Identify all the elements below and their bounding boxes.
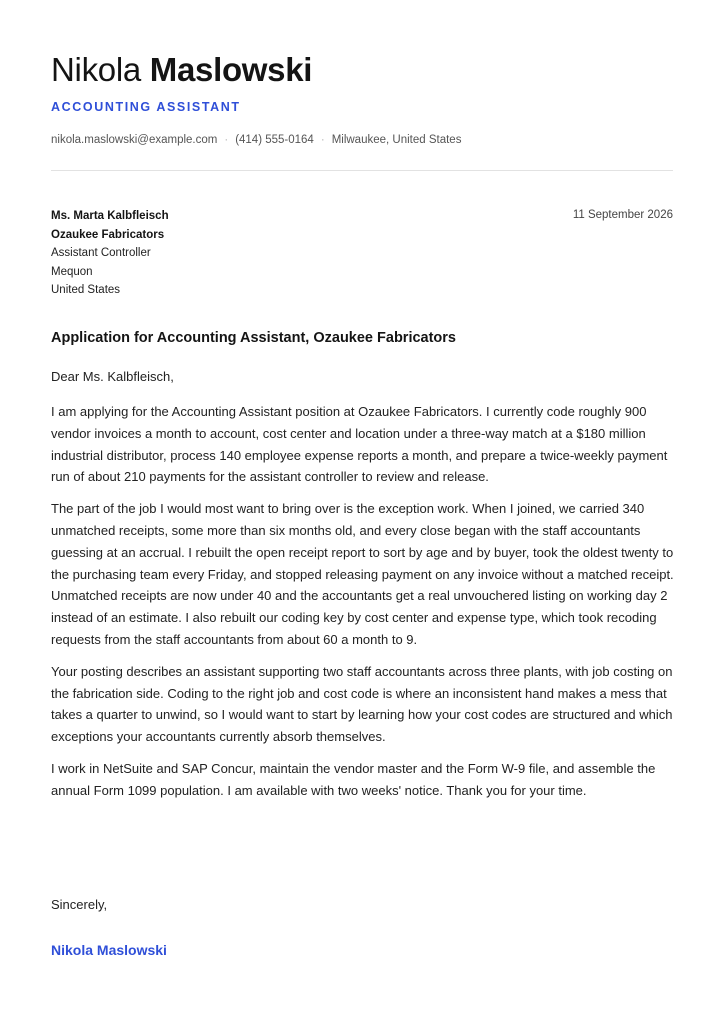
separator: · bbox=[224, 134, 229, 146]
body-paragraph: I work in NetSuite and SAP Concur, maintain the vendor master and the Form W-9 file, and assemble the annual Form 1099 population. I am available with two weeks' notice. Thank you for your time. bbox=[51, 760, 656, 798]
contact-line bbox=[51, 134, 461, 146]
location: Milwaukee, United States bbox=[331, 134, 462, 146]
first-name: Nikola bbox=[51, 51, 141, 88]
recipient-city: Mequon bbox=[51, 265, 93, 278]
job-title: ACCOUNTING ASSISTANT bbox=[51, 100, 241, 114]
recipient-country: United States bbox=[51, 284, 121, 297]
recipient-block bbox=[51, 207, 169, 300]
recipient-title: Assistant Controller bbox=[51, 247, 151, 260]
letter-greeting: Dear Ms. Kalbfleisch, bbox=[51, 369, 174, 384]
letter-date: 11 September 2026 bbox=[572, 209, 673, 221]
letter-closing: Sincerely, bbox=[51, 897, 108, 912]
applicant-name bbox=[51, 50, 312, 90]
last-name: Maslowski bbox=[149, 51, 313, 88]
body-paragraph: Your posting describes an assistant supporting two staff accountants across three plants, with job costing on the fabrication side. Coding to the right job and cost code is where an inconsistent hand makes a mess that takes a quarter to unwind, so I would want to start by learning how your cost codes are structured and which exceptions your accountants currently absorb themselves. bbox=[51, 663, 673, 745]
recipient-name: Ms. Marta Kalbfleisch bbox=[51, 210, 169, 222]
signature-name: Nikola Maslowski bbox=[51, 942, 167, 958]
letter-subject: Application for Accounting Assistant, Ozaukee Fabricators bbox=[51, 330, 456, 346]
separator: · bbox=[320, 134, 325, 146]
letter-body bbox=[51, 401, 677, 812]
email-address: nikola.maslowski@example.com bbox=[51, 134, 218, 146]
header-divider bbox=[51, 170, 673, 171]
body-paragraph: I am applying for the Accounting Assistant position at Ozaukee Fabricators. I currently code roughly 900 vendor invoices a month to account, cost center and location under a three-way match at a $180 million industrial distributor, process 140 employee expense reports a month, and prepare a twice-weekly payment run of about 210 payments for the assistant controller to review and release. bbox=[51, 404, 668, 485]
recipient-company: Ozaukee Fabricators bbox=[51, 228, 165, 241]
phone-number: (414) 555-0164 bbox=[235, 134, 314, 146]
body-paragraph: The part of the job I would most want to bring over is the exception work. When I joined, we carried 340 unmatched receipts, some more than six months old, and every close began with the staff accountants guessing at an accrual. I rebuilt the open receipt report to sort by age and by buyer, took the oldest twenty to the purchasing team every Friday, and stopped releasing payment on any invoice without a matched receipt. Unmatched receipts are now under 40 and the accountants get a real unvouchered listing on working day 2 instead of an estimate. I also rebuilt our coding key by cost center and expense type, which took recoding requests from the staff accountants from about 60 a month to 9. bbox=[51, 501, 674, 647]
